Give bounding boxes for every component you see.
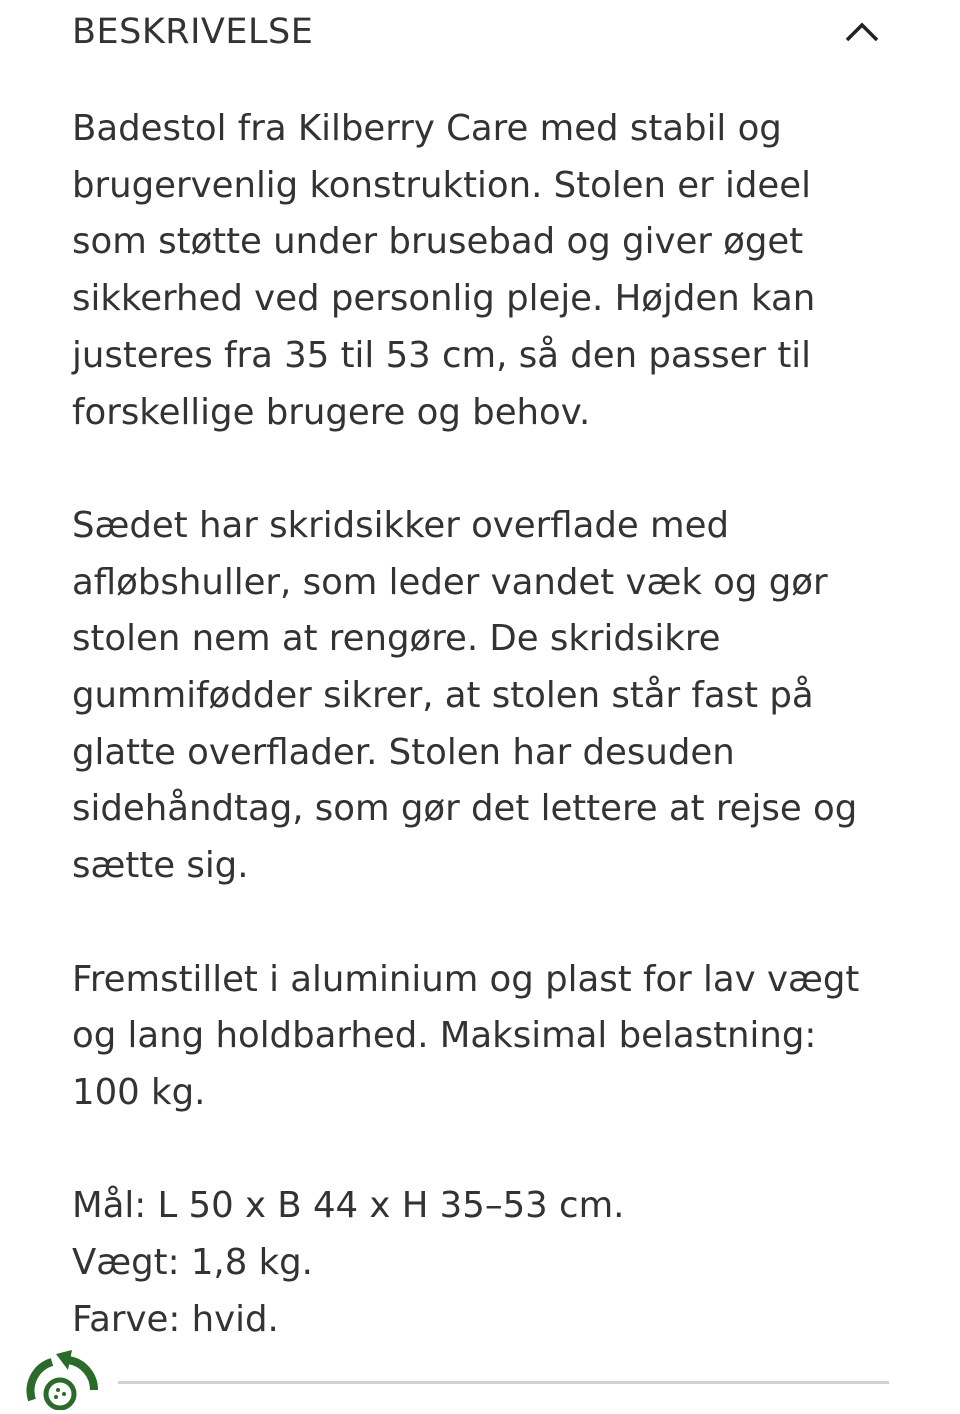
description-line: afløbshuller, som leder vandet væk og gør — [72, 561, 828, 603]
description-paragraph — [72, 101, 902, 441]
description-paragraph — [72, 952, 902, 1122]
description-line: 100 kg. — [72, 1071, 206, 1113]
description-line: gummifødder sikrer, at stolen står fast på — [72, 675, 814, 717]
description-line: justeres fra 35 til 53 cm, så den passer til — [72, 334, 812, 376]
chevron-up-icon[interactable] — [842, 12, 882, 52]
description-line: Fremstillet i aluminium og plast for lav vægt — [72, 958, 860, 1000]
description-line: som støtte under brusebad og giver øget — [72, 221, 804, 263]
description-line: Badestol fra Kilberry Care med stabil og — [72, 108, 782, 149]
description-line: brugervenlig konstruktion. Stolen er ideel — [72, 164, 811, 206]
description-line: Mål: L 50 x B 44 x H 35–53 cm. — [72, 1185, 625, 1227]
description-line: Farve: hvid. — [72, 1298, 279, 1340]
recycle-icon — [18, 1350, 102, 1410]
description-paragraph — [72, 498, 902, 895]
section-title: BESKRIVELSE — [72, 12, 314, 52]
description-line: og lang holdbarhed. Maksimal belastning: — [72, 1015, 817, 1057]
description-line: Sædet har skridsikker overflade med — [72, 504, 729, 546]
description-line: Vægt: 1,8 kg. — [72, 1242, 313, 1284]
description-section-header[interactable] — [72, 0, 882, 64]
description-line: sidehåndtag, som gør det lettere at rejse og — [72, 788, 858, 830]
description-line: forskellige brugere og behov. — [72, 391, 591, 433]
description-line: sikkerhed ved personlig pleje. Højden kan — [72, 278, 816, 320]
description-line: stolen nem at rengøre. De skridsikre — [72, 618, 721, 660]
product-description — [72, 101, 902, 1405]
description-line: glatte overflader. Stolen har desuden — [72, 731, 735, 773]
description-line: sætte sig. — [72, 845, 249, 887]
description-paragraph — [72, 1178, 902, 1348]
divider — [118, 1381, 889, 1384]
